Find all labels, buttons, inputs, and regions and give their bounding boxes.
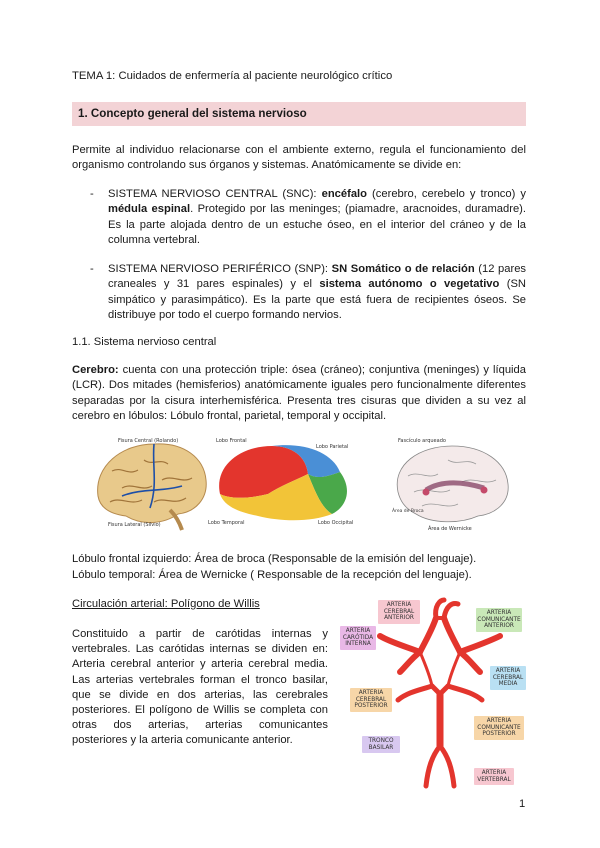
cerebro-paragraph [72, 363, 526, 425]
brain-figure [92, 436, 512, 532]
snp-mid: (12 pares craneales y 31 pares espinales) y el [108, 263, 527, 291]
snc-prefix: SISTEMA NERVIOSO CENTRAL (SNC): [108, 188, 322, 200]
snp-rest: (SN simpático y parasimpático). Es la parte que está fuera de recipientes óseos. Se distribuye por todo el cuerpo formando nervios. [108, 278, 527, 322]
bullet-snc [90, 187, 526, 249]
snc-mid: (cerebro, cerebelo y tronco) y [366, 188, 526, 200]
willis-heading: Circulación arterial: Polígono de Willis [72, 598, 260, 610]
willis-paragraph: Constituido a partir de carótidas internas y vertebrales. Las carótidas internas se dividen en: Arteria cerebral anterior y arteria cerebral media. Las arterias vertebrales forman el tronco basilar, que se divide en dos arterias, las cerebrales posteriores. El polígono de Willis se completa con otras dos arterias, arterias comunicantes posteriores y la arteria comunicante anterior. [72, 628, 328, 747]
label-area-broca: Área de Broca [392, 509, 424, 514]
cerebro-text: cuenta con una protección triple: ósea (cráneo); conjuntiva (meninges) y líquida (LCR). Dos mitades (hemisferios) anatómicamente iguales pero funcionalmente diferentes separadas por la cisura interhemisférica. Presenta tres cisuras que dividen a su vez al cerebro en lóbulos: Lóbulo frontal, parietal, temporal y occipital. [72, 364, 526, 423]
label-comunicante-posterior: ARTERIA COMUNICANTE POSTERIOR [474, 716, 524, 740]
label-lobo-parietal: Lobo Parietal [316, 444, 349, 450]
label-cerebral-anterior: ARTERIA CEREBRAL ANTERIOR [378, 600, 420, 624]
section-heading: 1. Concepto general del sistema nervioso [78, 107, 307, 120]
document-title: TEMA 1: Cuidados de enfermería al paciente neurológico crítico [72, 70, 393, 82]
label-fisura-central: Fisura Central (Rolando) [118, 438, 179, 444]
bullet-dash: - [90, 263, 94, 275]
page-number: 1 [519, 798, 526, 810]
cerebro-bold: Cerebro: [72, 364, 119, 376]
section-heading-bar [72, 102, 526, 126]
bullet-snp [90, 262, 526, 324]
label-cerebral-posterior: ARTERIA CEREBRAL POSTERIOR [350, 688, 392, 712]
label-fasciculo: Fascículo arqueado [398, 438, 446, 444]
label-cerebral-media: ARTERIA CEREBRAL MEDIA [490, 666, 526, 690]
snp-bold-autonomo: sistema autónomo o vegetativo [319, 278, 500, 291]
label-tronco-basilar: TRONCO BASILAR [362, 736, 400, 753]
snc-bold-medula: médula espinal [108, 203, 191, 216]
label-fisura-lateral: Fisura Lateral (Silvio) [108, 522, 161, 528]
bullet-dash: - [90, 188, 94, 200]
brain-figure-svg [92, 436, 512, 532]
brain-sulci-image [98, 444, 207, 530]
lobulo-frontal-line: Lóbulo frontal izquierdo: Área de broca (Responsable de la emisión del lenguaje). [72, 553, 477, 565]
label-lobo-frontal: Lobo Frontal [216, 438, 247, 444]
subsection-heading: 1.1. Sistema nervioso central [72, 336, 217, 348]
snc-bold-encefalo: encéfalo [321, 188, 367, 200]
label-lobo-occipital: Lobo Occipital [318, 520, 354, 526]
snc-rest: . Protegido por las meninges; (piamadre, aracnoides, duramadre). Es la parte alojada dentro de un estuche óseo, en el interior del cráneo y de la columna vertebral. [108, 203, 527, 247]
willis-figure [340, 596, 526, 794]
label-vertebral: ARTERIA VERTEBRAL [474, 768, 514, 785]
label-lobo-temporal: Lobo Temporal [208, 520, 245, 526]
lobulo-temporal-line: Lóbulo temporal: Área de Wernicke ( Responsable de la recepción del lenguaje). [72, 569, 472, 581]
label-carotida-interna: ARTERIA CARÓTIDA INTERNA [340, 626, 376, 650]
label-area-wernicke: Área de Wernicke [428, 526, 472, 532]
intro-paragraph: Permite al individuo relacionarse con el ambiente externo, regula el funcionamiento del organismo controlando sus órganos y sistemas. Anatómicamente se divide en: [72, 144, 526, 172]
brain-lobes-image [219, 445, 347, 520]
snp-bold-somatico: SN Somático o de relación [331, 263, 475, 275]
snp-prefix: SISTEMA NERVIOSO PERIFÉRICO (SNP): [108, 263, 332, 275]
label-comunicante-anterior: ARTERIA COMUNICANTE ANTERIOR [476, 608, 522, 632]
